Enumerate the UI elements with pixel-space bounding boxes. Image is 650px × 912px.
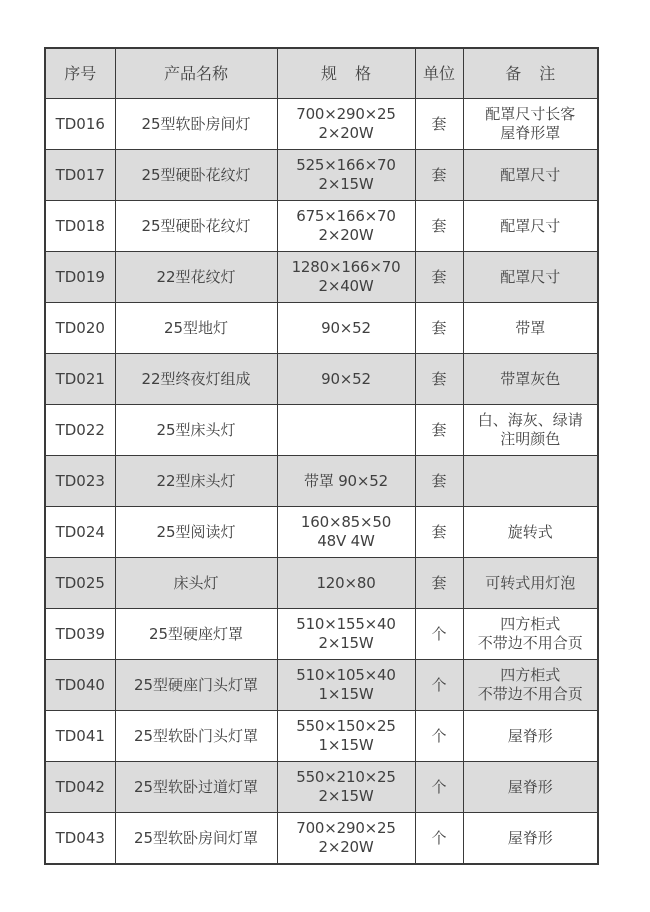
cell-name: 25型地灯 <box>115 303 277 354</box>
cell-name: 25型软卧房间灯 <box>115 99 277 150</box>
spec-line: 510×105×40 <box>296 666 396 684</box>
cell-no: TD019 <box>45 252 115 303</box>
cell-name: 25型阅读灯 <box>115 507 277 558</box>
cell-note <box>463 456 598 507</box>
spec-line: 1×15W <box>318 685 374 703</box>
cell-note <box>463 405 598 456</box>
note-line: 不带边不用合页 <box>477 685 583 703</box>
spec-line: 2×20W <box>318 226 374 244</box>
table-row <box>45 813 598 865</box>
table-row <box>45 150 598 201</box>
spec-line: 550×150×25 <box>296 717 396 735</box>
cell-spec <box>277 405 415 456</box>
table-row <box>45 99 598 150</box>
cell-no: TD017 <box>45 150 115 201</box>
table-row <box>45 558 598 609</box>
table-row <box>45 303 598 354</box>
cell-spec <box>277 201 415 252</box>
cell-unit: 套 <box>415 558 463 609</box>
spec-line: 160×85×50 <box>300 513 392 531</box>
cell-note <box>463 99 598 150</box>
cell-no: TD020 <box>45 303 115 354</box>
cell-name: 22型花纹灯 <box>115 252 277 303</box>
cell-note <box>463 252 598 303</box>
cell-no: TD016 <box>45 99 115 150</box>
table-header-row <box>45 48 598 99</box>
cell-unit: 套 <box>415 456 463 507</box>
table-row <box>45 354 598 405</box>
cell-no: TD025 <box>45 558 115 609</box>
cell-spec <box>277 711 415 762</box>
header-note-label: 备注 <box>505 64 574 83</box>
cell-note <box>463 303 598 354</box>
cell-unit: 套 <box>415 507 463 558</box>
header-unit: 单位 <box>415 48 463 99</box>
header-no: 序号 <box>45 48 115 99</box>
cell-spec <box>277 456 415 507</box>
spec-line: 2×15W <box>318 634 374 652</box>
cell-spec <box>277 99 415 150</box>
cell-spec <box>277 558 415 609</box>
header-note <box>463 48 598 99</box>
cell-no: TD043 <box>45 813 115 865</box>
note-line: 屋脊形 <box>507 777 553 796</box>
table-row <box>45 507 598 558</box>
header-spec <box>277 48 415 99</box>
spec-line: 2×15W <box>318 787 374 805</box>
cell-spec <box>277 813 415 865</box>
cell-note <box>463 201 598 252</box>
cell-spec <box>277 762 415 813</box>
spec-line: 700×290×25 <box>296 819 396 837</box>
spec-line: 1280×166×70 <box>291 258 401 276</box>
table-body <box>45 99 598 865</box>
cell-spec <box>277 252 415 303</box>
note-line: 屋脊形 <box>507 828 553 847</box>
note-line: 配罩尺寸 <box>500 165 561 184</box>
table-row <box>45 201 598 252</box>
cell-unit: 套 <box>415 303 463 354</box>
note-line: 可转式用灯泡 <box>485 573 576 592</box>
spec-line: 2×40W <box>318 277 374 295</box>
cell-unit: 个 <box>415 813 463 865</box>
cell-name: 25型床头灯 <box>115 405 277 456</box>
cell-no: TD039 <box>45 609 115 660</box>
cell-spec <box>277 660 415 711</box>
cell-no: TD024 <box>45 507 115 558</box>
table-row <box>45 711 598 762</box>
cell-note <box>463 507 598 558</box>
cell-unit: 套 <box>415 201 463 252</box>
note-line: 屋脊形罩 <box>500 124 561 142</box>
cell-spec <box>277 354 415 405</box>
note-line: 注明颜色 <box>500 430 561 448</box>
note-line: 带罩灰色 <box>500 369 561 388</box>
note-line: 屋脊形 <box>507 726 553 745</box>
note-line: 配罩尺寸 <box>500 216 561 235</box>
cell-name: 25型软卧房间灯罩 <box>115 813 277 865</box>
table-row <box>45 762 598 813</box>
cell-no: TD040 <box>45 660 115 711</box>
note-line: 带罩 <box>515 318 546 337</box>
cell-unit: 个 <box>415 711 463 762</box>
note-line: 旋转式 <box>507 522 553 541</box>
note-line: 配罩尺寸 <box>500 267 561 286</box>
cell-name: 22型终夜灯组成 <box>115 354 277 405</box>
cell-no: TD042 <box>45 762 115 813</box>
cell-no: TD021 <box>45 354 115 405</box>
table-row <box>45 252 598 303</box>
spec-line: 1×15W <box>318 736 374 754</box>
table-row <box>45 660 598 711</box>
cell-note <box>463 660 598 711</box>
note-line: 四方柜式 <box>500 615 561 633</box>
cell-name: 25型硬卧花纹灯 <box>115 150 277 201</box>
spec-line: 90×52 <box>321 369 371 388</box>
cell-note <box>463 711 598 762</box>
cell-no: TD041 <box>45 711 115 762</box>
product-spec-table <box>44 47 599 865</box>
cell-no: TD018 <box>45 201 115 252</box>
note-line: 配罩尺寸长客 <box>485 105 576 123</box>
cell-unit: 套 <box>415 150 463 201</box>
cell-name: 25型硬座门头灯罩 <box>115 660 277 711</box>
header-name: 产品名称 <box>115 48 277 99</box>
spec-line: 675×166×70 <box>296 207 396 225</box>
note-line: 四方柜式 <box>500 666 561 684</box>
cell-name: 25型硬座灯罩 <box>115 609 277 660</box>
spec-line: 525×166×70 <box>296 156 396 174</box>
cell-unit: 个 <box>415 609 463 660</box>
spec-line: 48V 4W <box>317 532 375 550</box>
spec-line: 2×15W <box>318 175 374 193</box>
cell-no: TD022 <box>45 405 115 456</box>
header-spec-label: 规格 <box>320 64 389 83</box>
cell-no: TD023 <box>45 456 115 507</box>
spec-line: 120×80 <box>316 573 376 592</box>
spec-line: 2×20W <box>318 124 374 142</box>
cell-spec <box>277 507 415 558</box>
cell-note <box>463 150 598 201</box>
cell-name: 25型硬卧花纹灯 <box>115 201 277 252</box>
cell-unit: 套 <box>415 99 463 150</box>
cell-note <box>463 813 598 865</box>
cell-name: 床头灯 <box>115 558 277 609</box>
cell-note <box>463 558 598 609</box>
cell-name: 25型软卧过道灯罩 <box>115 762 277 813</box>
table-row <box>45 405 598 456</box>
spec-line: 带罩 90×52 <box>304 471 388 490</box>
cell-name: 25型软卧门头灯罩 <box>115 711 277 762</box>
cell-spec <box>277 609 415 660</box>
cell-unit: 套 <box>415 252 463 303</box>
cell-unit: 套 <box>415 405 463 456</box>
cell-unit: 套 <box>415 354 463 405</box>
spec-line: 550×210×25 <box>296 768 396 786</box>
cell-spec <box>277 150 415 201</box>
cell-unit: 个 <box>415 762 463 813</box>
spec-line: 2×20W <box>318 838 374 856</box>
cell-spec <box>277 303 415 354</box>
table-row <box>45 456 598 507</box>
spec-line: 90×52 <box>321 318 371 337</box>
cell-note <box>463 609 598 660</box>
note-line: 白、海灰、绿请 <box>477 411 583 429</box>
cell-note <box>463 762 598 813</box>
spec-line: 700×290×25 <box>296 105 396 123</box>
cell-name: 22型床头灯 <box>115 456 277 507</box>
table-row <box>45 609 598 660</box>
cell-unit: 个 <box>415 660 463 711</box>
cell-note <box>463 354 598 405</box>
note-line: 不带边不用合页 <box>477 634 583 652</box>
spec-line: 510×155×40 <box>296 615 396 633</box>
